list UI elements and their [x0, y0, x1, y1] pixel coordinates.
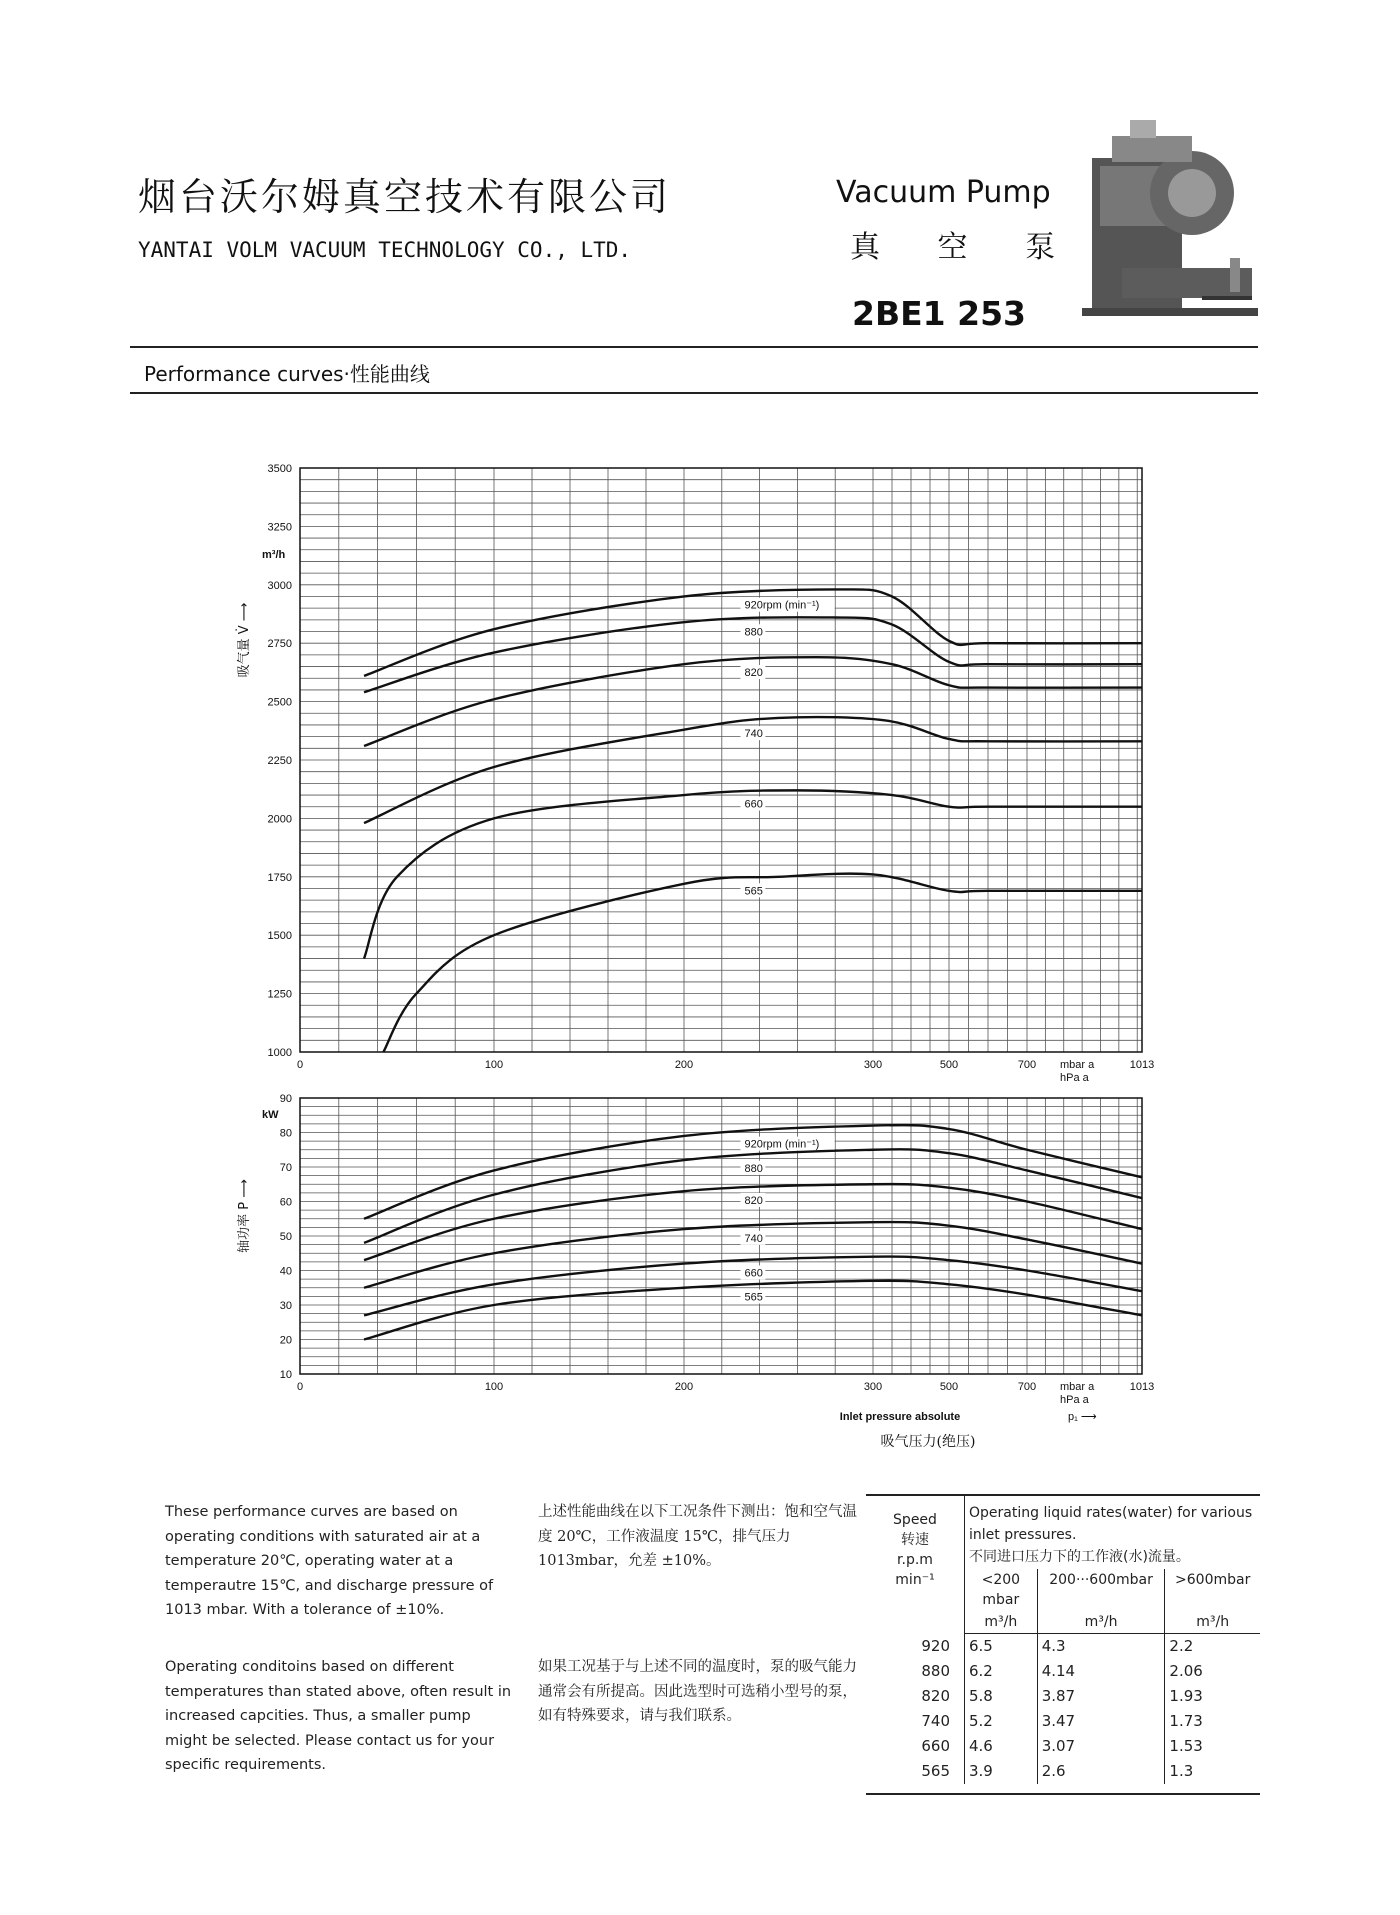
note-cn-2: 如果工况基于与上述不同的温度时，泵的吸气能力通常会有所提高。因此选型时可选稍小型号的泵，如有特殊要求，请与我们联系。 — [538, 1659, 857, 1724]
x-axis-symbol: p₁ ⟶ — [1068, 1411, 1097, 1423]
rates-value-cell: 3.07 — [1037, 1734, 1165, 1759]
rates-value-cell: 4.14 — [1037, 1659, 1165, 1684]
column-header: >600mbar — [1175, 1572, 1251, 1588]
x-axis-label-cn: 吸气压力(绝压) — [880, 1434, 976, 1450]
series-label: 565 — [744, 885, 763, 898]
rates-value-cell: 2.06 — [1169, 1662, 1203, 1680]
x-tick-label: 1013 — [1129, 1059, 1155, 1071]
y-tick-label: 1750 — [267, 871, 292, 884]
y-tick-label: 20 — [279, 1334, 292, 1347]
y-tick-label: 1250 — [267, 988, 292, 1001]
y-tick-label: 1000 — [267, 1047, 292, 1059]
rates-speed-cell: 820 — [866, 1684, 965, 1709]
series-label: 660 — [744, 1267, 763, 1280]
unit-label: m³/h — [965, 1611, 1038, 1634]
y-tick-label: 40 — [279, 1265, 292, 1278]
product-name-cn: 真 空 泵 — [850, 230, 1080, 265]
rates-value-cell: 1.53 — [1169, 1737, 1203, 1755]
x-tick-label: 100 — [484, 1381, 504, 1393]
x-tick-label: 200 — [674, 1059, 694, 1071]
series-label: 920rpm (min⁻¹) — [744, 599, 820, 612]
rates-value-cell: 5.8 — [965, 1684, 1038, 1709]
x-unit-label: mbar a — [1060, 1059, 1095, 1071]
series-label: 920rpm (min⁻¹) — [744, 1138, 820, 1151]
rates-title: Operating liquid rates(water) for various inlet pressures. 不同进口压力下的工作液(水)流量。 — [969, 1505, 1253, 1565]
section-title: Performance curves·性能曲线 — [144, 362, 430, 386]
y-tick-label: 90 — [279, 1093, 292, 1105]
rates-row — [866, 1684, 1260, 1709]
rates-value-cell: 1.93 — [1169, 1687, 1203, 1705]
series-label: 740 — [744, 728, 763, 741]
series-label: 880 — [744, 1162, 763, 1175]
note-cn-1: 上述性能曲线在以下工况条件下测出：饱和空气温度 20℃，工作液温度 15℃，排气压力 1013mbar，允差 ±10%。 — [538, 1504, 857, 1569]
y-tick-label: 30 — [279, 1300, 292, 1312]
x-tick-label: 700 — [1017, 1059, 1037, 1071]
rates-value-cell: 6.2 — [965, 1659, 1038, 1684]
series-line — [364, 790, 1142, 958]
rates-row — [866, 1709, 1260, 1734]
x-axis-label: Inlet pressure absolute — [839, 1411, 961, 1423]
x-tick-label: 200 — [674, 1381, 694, 1393]
y-tick-label: 2500 — [267, 696, 292, 709]
rates-value-cell: 3.47 — [1037, 1709, 1165, 1734]
x-tick-label: 500 — [939, 1059, 959, 1071]
note-en-1: These performance curves are based on operating conditions with saturated air at a temperature 20℃, operating water at a temperautre 15℃, and discharge pressure of 1013 mbar. With a tolerance of ±10%. — [165, 1504, 494, 1618]
x-unit-label: hPa a — [1060, 1394, 1089, 1406]
x-unit-label: mbar a — [1060, 1381, 1095, 1393]
y-tick-label: 2000 — [267, 813, 292, 826]
y-tick-label: 80 — [279, 1127, 292, 1140]
rates-row — [866, 1634, 1260, 1660]
rates-value-cell: 2.6 — [1037, 1759, 1165, 1784]
rates-value-cell: 2.2 — [1169, 1637, 1194, 1655]
y-tick-label: 3250 — [267, 521, 292, 534]
y-tick-label: 2250 — [267, 755, 292, 767]
rates-value-cell: 4.3 — [1037, 1634, 1165, 1660]
x-tick-label: 0 — [296, 1059, 304, 1071]
x-tick-label: 100 — [484, 1059, 504, 1071]
y-tick-label: 10 — [279, 1369, 292, 1381]
rates-speed-cell: 660 — [866, 1734, 965, 1759]
rates-value-cell: 1.73 — [1169, 1712, 1203, 1730]
x-tick-label: 0 — [296, 1381, 304, 1393]
y-tick-label: 3000 — [267, 579, 292, 592]
table-bottom-rule — [866, 1793, 1260, 1795]
y-tick-label: 70 — [279, 1162, 292, 1174]
unit-label: m³/h — [1165, 1611, 1260, 1634]
series-label: 880 — [744, 626, 763, 639]
company-name-en: YANTAI VOLM VACUUM TECHNOLOGY CO., LTD. — [138, 238, 632, 262]
rates-value-cell: 4.6 — [965, 1734, 1038, 1759]
rates-row — [866, 1734, 1260, 1759]
y-unit-label: kW — [262, 1109, 279, 1121]
y-tick-label: 3500 — [267, 463, 292, 475]
x-tick-label: 1013 — [1129, 1381, 1155, 1393]
x-tick-label: 300 — [863, 1059, 883, 1071]
column-header: <200 mbar — [965, 1569, 1038, 1611]
y-tick-label: 1500 — [267, 930, 292, 943]
model-number: 2BE1 253 — [852, 294, 1026, 333]
company-name-cn: 烟台沃尔姆真空技术有限公司 — [138, 175, 672, 219]
note-en-2: Operating conditoins based on different temperatures than stated above, often result in increased capcities. Thus, a smaller pump might be selected. Please contact us for your specific requirements. — [165, 1659, 512, 1773]
rates-speed-cell: 880 — [866, 1659, 965, 1684]
y-axis-label: 吸气量 V̇ ⟶ — [237, 602, 252, 678]
y-tick-label: 2750 — [267, 638, 292, 651]
y-axis-label: 轴功率 P ⟶ — [237, 1179, 252, 1253]
x-tick-label: 500 — [939, 1381, 959, 1393]
liquid-rates-table — [866, 1494, 1260, 1784]
series-label: 660 — [744, 798, 763, 811]
column-header: 200···600mbar — [1037, 1569, 1165, 1611]
unit-label: m³/h — [1037, 1611, 1165, 1634]
x-tick-label: 700 — [1017, 1381, 1037, 1393]
y-tick-label: 60 — [279, 1196, 292, 1209]
series-label: 740 — [744, 1232, 763, 1245]
y-unit-label: m³/h — [262, 549, 286, 561]
rates-value-cell: 1.3 — [1169, 1762, 1194, 1780]
x-unit-label: hPa a — [1060, 1072, 1089, 1084]
x-tick-label: 300 — [863, 1381, 883, 1393]
rates-body — [866, 1634, 1260, 1785]
series-label: 820 — [744, 667, 763, 680]
rates-value-cell: 6.5 — [965, 1634, 1038, 1660]
rates-row — [866, 1659, 1260, 1684]
rates-speed-cell: 920 — [866, 1634, 965, 1660]
series-label: 820 — [744, 1194, 763, 1207]
rates-speed-cell: 565 — [866, 1759, 965, 1784]
product-name-en: Vacuum Pump — [836, 175, 1051, 210]
rates-speed-cell: 740 — [866, 1709, 965, 1734]
series-label: 565 — [744, 1291, 763, 1304]
rates-row — [866, 1759, 1260, 1784]
y-tick-label: 50 — [279, 1231, 292, 1243]
rates-value-cell: 3.9 — [965, 1759, 1038, 1784]
speed-header: Speed 转速 r.p.m min⁻¹ — [866, 1495, 965, 1634]
rates-value-cell: 3.87 — [1037, 1684, 1165, 1709]
rates-value-cell: 5.2 — [965, 1709, 1038, 1734]
